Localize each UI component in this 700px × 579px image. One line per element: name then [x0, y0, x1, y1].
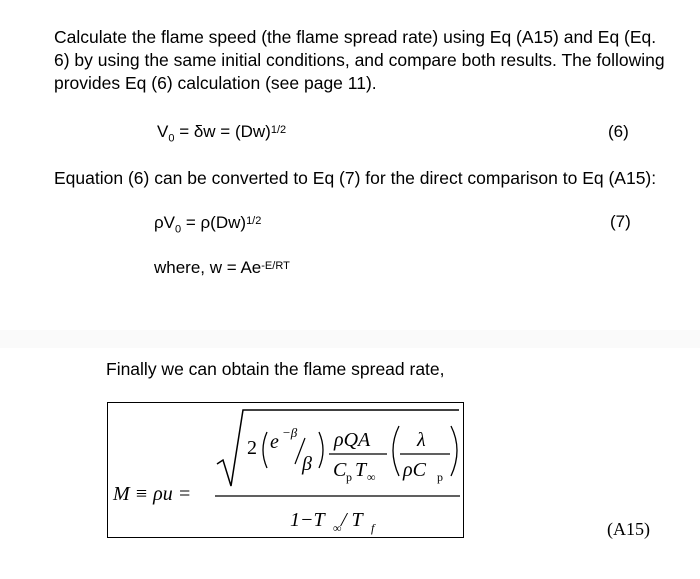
eq7-body: = ρ(Dw)	[181, 213, 247, 232]
t-inf-sub: ∞	[367, 470, 376, 484]
denominator-f-sub: f	[371, 521, 375, 535]
rho-q-a: ρQA	[334, 429, 371, 451]
t-inf-letter: T	[355, 459, 367, 481]
formula-a15	[107, 402, 464, 538]
conversion-paragraph: Equation (6) can be converted to Eq (7) for the direct comparison to Eq (A15):	[54, 168, 657, 188]
eq6-number: (6)	[608, 122, 629, 141]
paren-left-1	[263, 432, 267, 468]
paren-right-1	[319, 432, 323, 468]
intro-paragraph: Calculate the flame speed (the flame spread rate) using Eq (A15) and Eq (Eq. 6) by using the same initial conditions, and compare both results. The following provides Eq (6) calculation (see page 11).	[54, 27, 665, 93]
beta-denominator: β	[302, 453, 312, 475]
denominator-tf: / T	[341, 509, 363, 531]
where-clause	[154, 257, 290, 279]
eq7-number: (7)	[610, 212, 631, 231]
paren-right-2	[451, 426, 457, 476]
eq6-exponent: 1/2	[270, 124, 287, 136]
lambda: λ	[417, 429, 426, 451]
rho-cp: ρC	[403, 459, 426, 481]
eq6-lhs: V	[157, 122, 169, 141]
denominator-inf-sub: ∞	[333, 521, 342, 535]
exp-power: −β	[282, 425, 298, 440]
eq6-body: = δw = (Dw)	[174, 122, 271, 141]
numerator-factor: 2	[247, 437, 257, 459]
eq-a15-number: (A15)	[607, 519, 650, 539]
where-text: where, w = Ae	[154, 258, 262, 277]
where-exponent: -E/RT	[261, 260, 290, 272]
page-gap	[0, 330, 700, 348]
eq7-lhs: ρV	[154, 213, 176, 232]
rho-cp-sub: p	[437, 470, 443, 484]
equation-7	[154, 212, 261, 240]
eq6-lhs-sub: 0	[168, 132, 175, 145]
denominator-text: 1−T	[290, 509, 325, 531]
cp-letter: C	[333, 459, 347, 481]
cp-sub: p	[346, 470, 352, 484]
paren-left-2	[393, 426, 399, 476]
finally-sentence: Finally we can obtain the flame spread rate,	[106, 359, 445, 379]
equation-6	[157, 121, 286, 149]
eq7-exponent: 1/2	[246, 215, 262, 227]
eq7-lhs-sub: 0	[175, 223, 182, 236]
exp-base: e	[270, 431, 279, 453]
formula-lhs: M ≡ ρu =	[113, 483, 192, 505]
